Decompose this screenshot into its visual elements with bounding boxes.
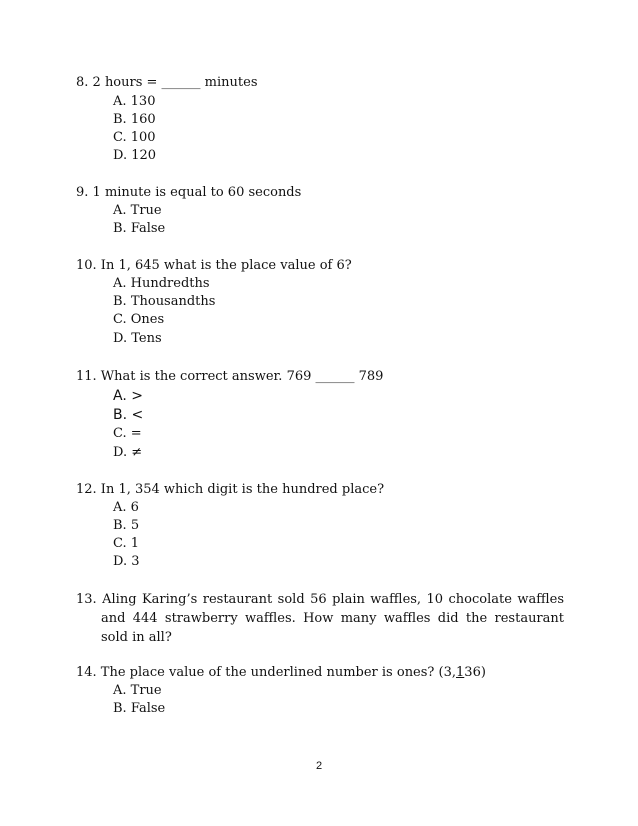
question-14-underlined-digit: 1 (456, 665, 465, 680)
question-14-option-a: A. True (113, 683, 162, 698)
question-8-option-a: A. 130 (113, 94, 156, 109)
question-10-option-a: A. Hundredths (113, 276, 210, 291)
question-13-paragraph (76, 590, 564, 647)
question-11-option-c: C. = (113, 426, 142, 441)
question-11-option-a: A. > (113, 388, 143, 404)
question-10-option-d: D. Tens (113, 331, 162, 346)
question-10-option-c: C. Ones (113, 312, 165, 327)
page-number: 2 (315, 760, 323, 772)
question-11-stem: 11. What is the correct answer. 769 ______ 789 (76, 369, 384, 384)
question-12-option-d: D. 3 (113, 554, 140, 569)
question-9-stem: 9. 1 minute is equal to 60 seconds (76, 185, 302, 200)
question-9-option-a: A. True (113, 203, 162, 218)
question-10-stem: 10. In 1, 645 what is the place value of 6? (76, 258, 352, 273)
question-10-option-b: B. Thousandths (113, 294, 216, 309)
question-8-option-c: C. 100 (113, 130, 156, 145)
question-11-option-b: B. < (113, 407, 144, 423)
question-14-stem-suffix: 36) (464, 665, 486, 680)
question-11-option-d: D. ≠ (113, 445, 143, 460)
question-12-option-a: A. 6 (113, 500, 139, 515)
question-14-stem-prefix: 14. The place value of the underlined number is ones? (3, (76, 665, 457, 680)
question-12-option-b: B. 5 (113, 518, 140, 533)
question-8-option-b: B. 160 (113, 112, 156, 127)
question-9-option-b: B. False (113, 221, 166, 236)
question-12-option-c: C. 1 (113, 536, 140, 551)
question-14-stem (76, 664, 564, 682)
question-8-option-d: D. 120 (113, 148, 157, 163)
question-12-stem: 12. In 1, 354 which digit is the hundred place? (76, 482, 385, 497)
question-14-option-b: B. False (113, 701, 166, 716)
question-13-stem: 13. Aling Karing’s restaurant sold 56 plain waffles, 10 chocolate waffles and 444 strawberry waffles. How many waffles did the restaurant sold in all? (76, 592, 564, 645)
question-8-stem: 8. 2 hours = ______ minutes (76, 75, 258, 90)
